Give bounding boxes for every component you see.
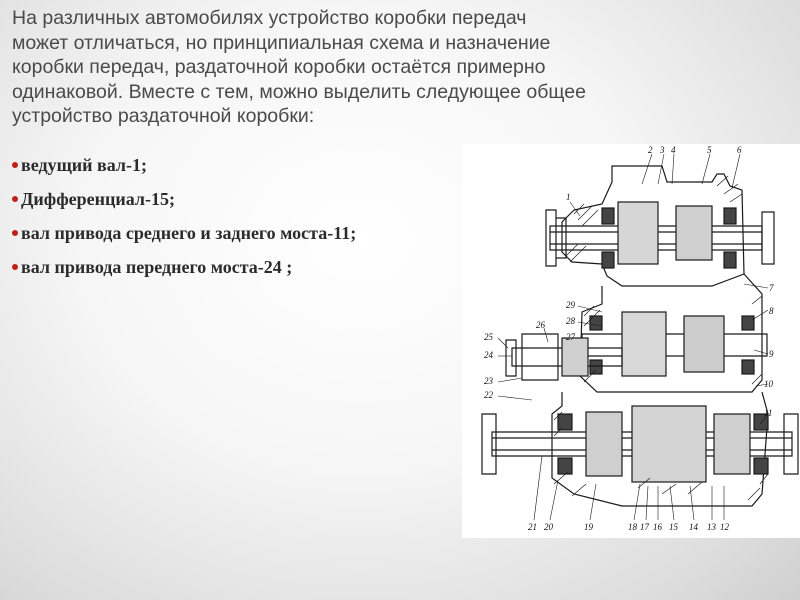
lower-flange-left	[482, 414, 496, 474]
label-8: 8	[769, 306, 774, 316]
top-gear-right	[676, 206, 712, 260]
intro-line-3: коробки передач, раздаточной коробки остаётся примерно	[12, 56, 546, 79]
list-item	[12, 182, 482, 216]
intro-line-2: может отличаться, но принципиальная схема и назначение	[12, 31, 551, 54]
intro-line-5: устройство раздаточной коробки:	[12, 105, 315, 128]
list-item-text: ведущий вал-1;	[21, 155, 147, 175]
intro-line-4: одинаковой. Вместе с тем, можно выделить следующее общее	[12, 80, 586, 103]
components-list	[12, 148, 482, 284]
label-19: 19	[584, 522, 593, 532]
label-4: 4	[671, 145, 676, 155]
middle-bearing-3	[742, 316, 754, 330]
label-1: 1	[566, 192, 571, 202]
label-16: 16	[653, 522, 662, 532]
output-flange-top	[762, 212, 774, 264]
label-21: 21	[528, 522, 537, 532]
intro-paragraph	[12, 6, 652, 129]
label-27: 27	[566, 332, 575, 342]
intro-line-1: На различных автомобилях устройство коробки передач	[12, 7, 527, 29]
top-bearing-4	[724, 252, 736, 268]
label-25: 25	[484, 332, 493, 342]
front-drive-housing	[522, 334, 558, 380]
lower-bearing-2	[558, 458, 572, 474]
middle-bearing-4	[742, 360, 754, 374]
label-29: 29	[566, 300, 575, 310]
label-6: 6	[737, 145, 742, 155]
label-17: 17	[640, 522, 649, 532]
list-item-text: вал привода среднего и заднего моста-11;	[21, 223, 357, 243]
label-11: 11	[764, 408, 773, 418]
bullet-dot	[12, 264, 18, 270]
top-bearing-2	[602, 252, 614, 268]
label-15: 15	[669, 522, 678, 532]
label-13: 13	[707, 522, 716, 532]
top-bearing-1	[602, 208, 614, 224]
list-item	[12, 250, 482, 284]
label-9: 9	[769, 349, 774, 359]
bullet-dot	[12, 162, 18, 168]
list-item	[12, 216, 482, 250]
label-5: 5	[707, 145, 712, 155]
label-3: 3	[660, 145, 665, 155]
middle-gear-1	[622, 312, 666, 376]
label-28: 28	[566, 316, 575, 326]
intermediate-shaft	[582, 334, 767, 356]
middle-hatching	[584, 296, 762, 384]
middle-bearing-2	[590, 360, 602, 374]
top-bearing-3	[724, 208, 736, 224]
lower-bearing-1	[558, 414, 572, 430]
label-10: 10	[764, 379, 773, 389]
label-2: 2	[648, 145, 653, 155]
top-gear-left	[618, 202, 658, 264]
middle-housing	[580, 274, 762, 392]
list-item	[12, 148, 482, 182]
lower-flange-right	[784, 414, 798, 474]
label-26: 26	[536, 320, 545, 330]
transfer-case-drawing	[462, 144, 800, 538]
label-20: 20	[544, 522, 553, 532]
lower-gear-left	[586, 412, 622, 476]
transfer-case-svg	[462, 144, 800, 538]
bullet-dot	[12, 196, 18, 202]
label-23: 23	[484, 376, 493, 386]
differential-housing	[632, 406, 706, 482]
label-18: 18	[628, 522, 637, 532]
lower-gear-right	[714, 414, 750, 474]
list-item-text: вал привода переднего моста-24 ;	[21, 257, 293, 277]
input-flange	[546, 210, 566, 266]
front-drive-gear	[562, 338, 588, 376]
bullet-dot	[12, 230, 18, 236]
label-7: 7	[769, 283, 774, 293]
list-item-text: Дифференциал-15;	[21, 189, 176, 209]
label-12: 12	[720, 522, 729, 532]
label-14: 14	[689, 522, 698, 532]
label-24: 24	[484, 350, 493, 360]
lower-bearing-4	[754, 458, 768, 474]
label-22: 22	[484, 390, 493, 400]
front-drive-flange	[506, 340, 516, 376]
middle-gear-2	[684, 316, 724, 372]
